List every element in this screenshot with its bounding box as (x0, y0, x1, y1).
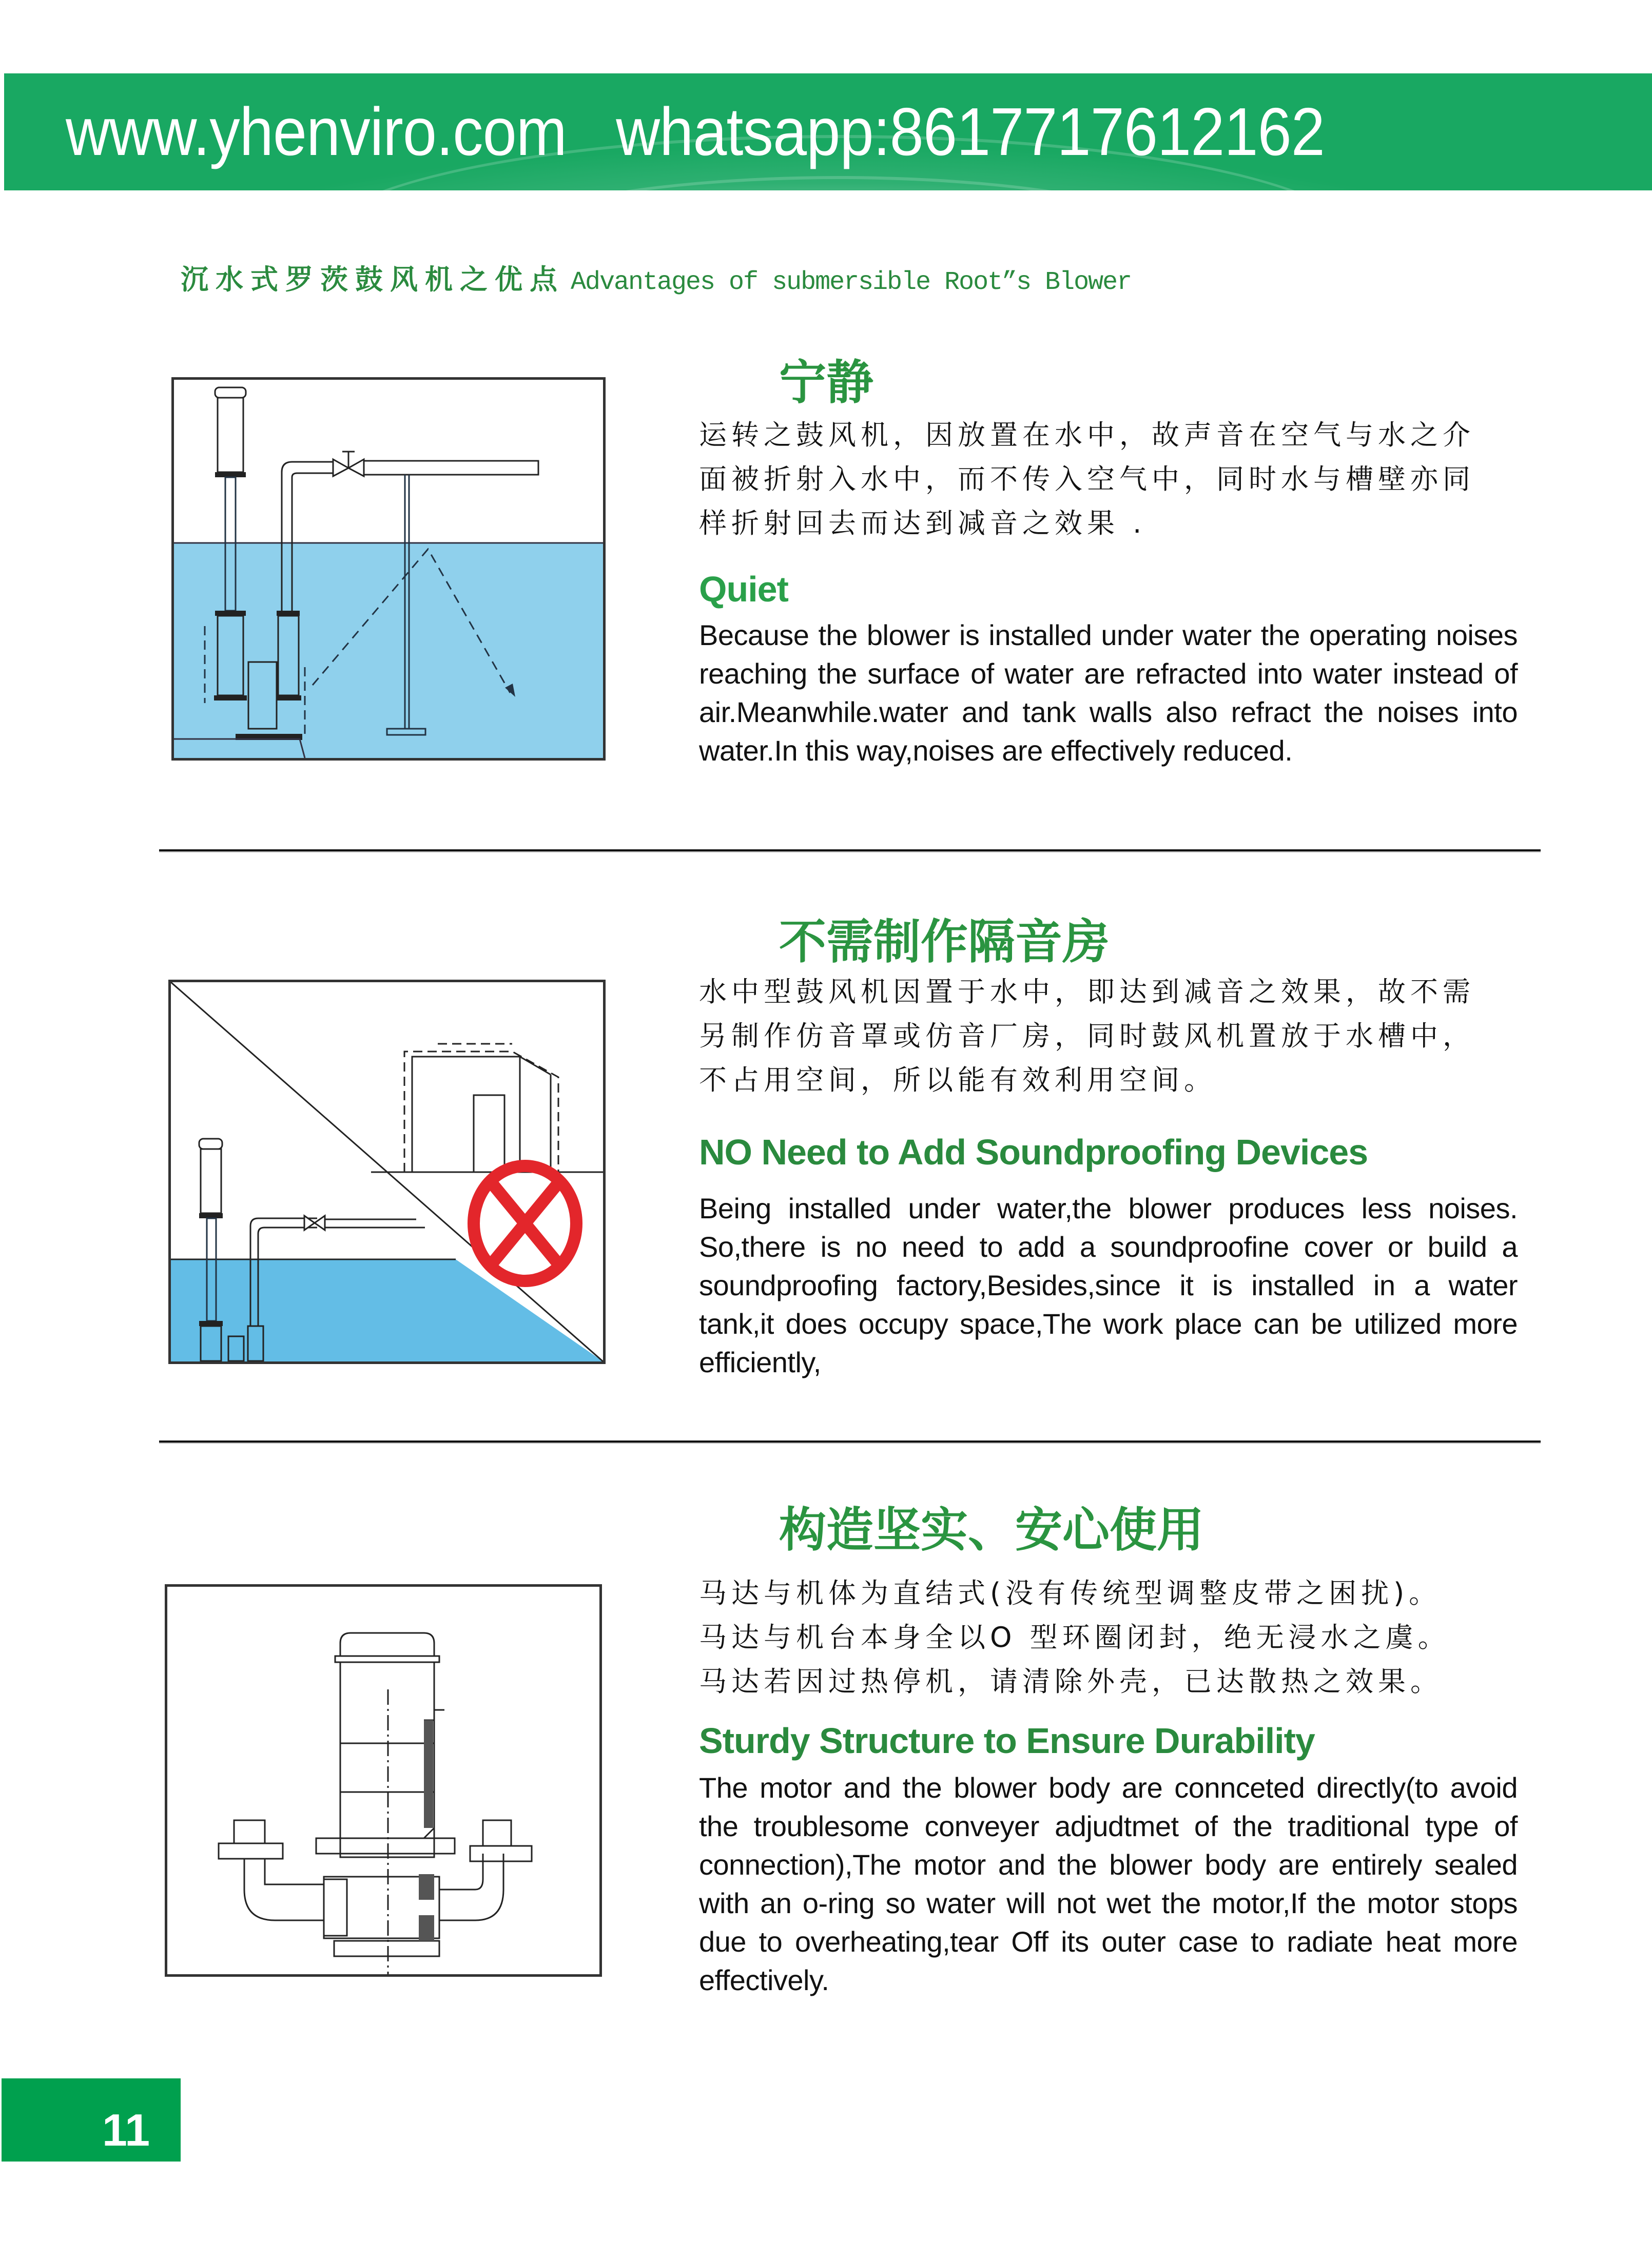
section-2-cn-title: 不需制作隔音房 (779, 914, 1110, 969)
prohibition-icon (474, 1166, 576, 1281)
cn-body-line: 马达与机体为直结式(没有传统型调整皮带之困扰)。 (699, 1577, 1442, 1609)
section-2-en-title: NO Need to Add Soundproofing Devices (699, 1132, 1368, 1172)
website-link[interactable]: www.yhenviro.com (66, 94, 567, 169)
cn-body-line: 面被折射入水中，而不传入空气中，同时水与槽壁亦同 (699, 463, 1475, 495)
page-number: 11 (102, 2105, 150, 2155)
cn-body-line: 马达若因过热停机，请清除外壳，已达散热之效果。 (699, 1665, 1443, 1698)
cn-body-line: 样折射回去而达到减音之效果 . (699, 507, 1146, 539)
header-contact (66, 73, 1325, 190)
no-soundproof-house-diagram-icon (171, 982, 603, 1361)
section-1-cn-title: 宁静 (779, 355, 874, 410)
page-number-badge (2, 2078, 181, 2162)
page-title-cn: 沉水式罗茨鼓风机之优点 (181, 263, 565, 296)
whatsapp-number: whatsapp:8617717612162 (616, 94, 1325, 169)
section-1-en-title: Quiet (699, 569, 788, 609)
cn-body-line: 水中型鼓风机因置于水中，即达到减音之效果，故不需 (699, 976, 1475, 1008)
submerged-blower-diagram-icon (174, 380, 603, 758)
page-title (181, 258, 1131, 297)
section-divider (159, 1441, 1541, 1443)
figure-submerged-blower (171, 377, 606, 761)
section-divider (159, 849, 1541, 851)
blower-cross-section-icon (167, 1587, 599, 1974)
section-2-cn-body (699, 970, 1520, 1102)
page-title-en: Advantages of submersible Root”s Blower (571, 268, 1132, 297)
figure-cross-section (165, 1584, 602, 1977)
figure-no-soundproof-house (168, 980, 606, 1364)
cn-body-line: 运转之鼓风机，因放置在水中，故声音在空气与水之介 (699, 419, 1475, 451)
section-3-cn-body (699, 1571, 1520, 1704)
cn-body-line: 马达与机台本身全以O 型环圈闭封，绝无浸水之虞。 (699, 1621, 1450, 1653)
section-1-en-body: Because the blower is installed under water the operating noises reaching the surface of water are refracted into water instead of air.Meanwhile.water and tank walls also refract the noises into water.In this way,noises are effectively reduced. (699, 619, 1518, 767)
cn-body-line: 不占用空间，所以能有效利用空间。 (699, 1064, 1216, 1096)
section-2-en-body: Being installed under water,the blower produces less noises. So,there is no need to add a soundproofine cover or build a soundproofing factory,Besides,since it is installed in a water tank,it does occupy space,The work place can be utilized more efficiently, (699, 1192, 1518, 1378)
section-3-cn-title: 构造坚实、安心使用 (779, 1503, 1204, 1558)
cn-body-line: 另制作仿音罩或仿音厂房，同时鼓风机置放于水槽中， (699, 1020, 1475, 1052)
section-1-cn-body (699, 413, 1520, 546)
section-3-en-body: The motor and the blower body are connceted directly(to avoid the troublesome conveyer adjudtmet of the traditional type of connection),The motor and the blower body are entirely sealed with an o-ring so water will not wet the motor,If the motor stops due to overheating,tear Off its outer case to radiate heat more effectively. (699, 1772, 1518, 1996)
section-3-en-title: Sturdy Structure to Ensure Durability (699, 1721, 1315, 1761)
